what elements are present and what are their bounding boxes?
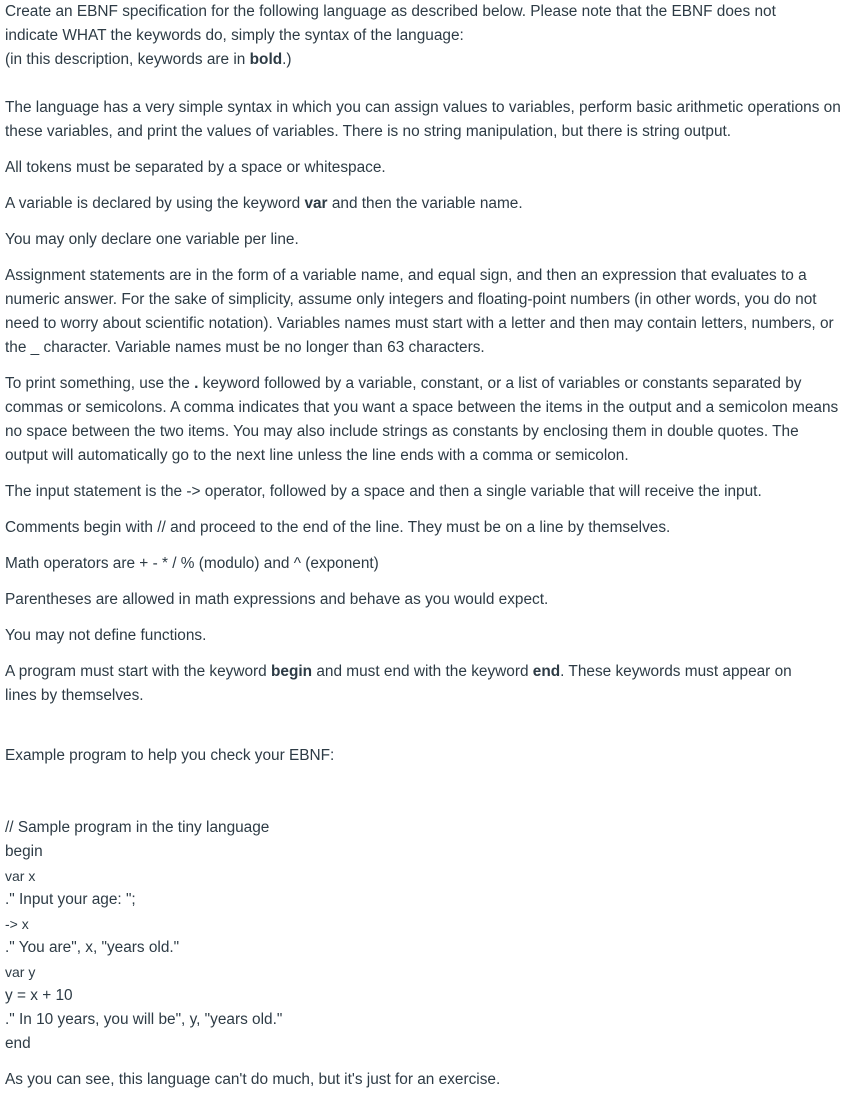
paragraph-comments: Comments begin with // and proceed to the end of the line. They must be on a line by themselves. [5,519,671,536]
intro-line-3: (in this description, keywords are in bold.) [5,51,292,68]
sample-program [5,816,853,1056]
example-heading: Example program to help you check your EBNF: [5,747,335,764]
paragraph-one-per-line: You may only declare one variable per line. [5,231,299,248]
paragraph-begin-end: A program must start with the keyword begin and must end with the keyword end. These keywords must appear on lines by themselves. [5,663,792,704]
paragraph-input: The input statement is the -> operator, followed by a space and then a single variable that will receive the input. [5,483,762,500]
intro-line-1: Create an EBNF specification for the following language as described below. Please note that the EBNF does not [5,3,776,20]
paragraph-assignment: Assignment statements are in the form of a variable name, and equal sign, and then an expression that evaluates to a numeric answer. For the sake of simplicity, assume only integers and floating-point numbers (in other words, you do not need to worry about scientific notation). Variables names must start with a letter and then may contain letters, numbers, or the _ character. Variable names must be no longer than 63 characters. [5,267,834,356]
paragraph-parentheses: Parentheses are allowed in math expressions and behave as you would expect. [5,591,549,608]
paragraph-variable-declaration: A variable is declared by using the keyword var and then the variable name. [5,195,523,212]
paragraph-overview: The language has a very simple syntax in which you can assign values to variables, perform basic arithmetic operations on these variables, and print the values of variables. There is no string manipulation, but there is string output. [5,99,841,140]
keyword-var: var [304,195,328,212]
paragraph-tokens: All tokens must be separated by a space or whitespace. [5,159,386,176]
code-line: var x [5,868,36,884]
paragraph-print: To print something, use the . keyword followed by a variable, constant, or a list of variables or constants separated by commas or semicolons. A comma indicates that you want a space between the items in the output and a semicolon means no space between the two items. You may also include strings as constants by enclosing them in double quotes. The output will automatically go to the next line unless the line ends with a comma or semicolon. [5,375,839,464]
keyword-print: . [194,375,199,392]
code-line: begin [5,843,43,860]
closing-paragraph: As you can see, this language can't do much, but it's just for an exercise. [5,1071,501,1088]
paragraph-math-operators: Math operators are + - * / % (modulo) and ^ (exponent) [5,555,379,572]
code-line: end [5,1035,31,1052]
intro-line-2: indicate WHAT the keywords do, simply the syntax of the language: [5,27,464,44]
bold-keyword: bold [249,51,283,68]
code-line: y = x + 10 [5,987,73,1004]
code-line: ." In 10 years, you will be", y, "years old." [5,1011,283,1028]
keyword-begin: begin [271,663,313,680]
code-line: -> x [5,916,29,932]
code-line: // Sample program in the tiny language [5,819,270,836]
code-line: ." You are", x, "years old." [5,939,180,956]
keyword-end: end [532,663,561,680]
intro-block [5,0,853,72]
code-line: ." Input your age: "; [5,891,136,908]
code-line: var y [5,964,36,980]
paragraph-functions: You may not define functions. [5,627,207,644]
